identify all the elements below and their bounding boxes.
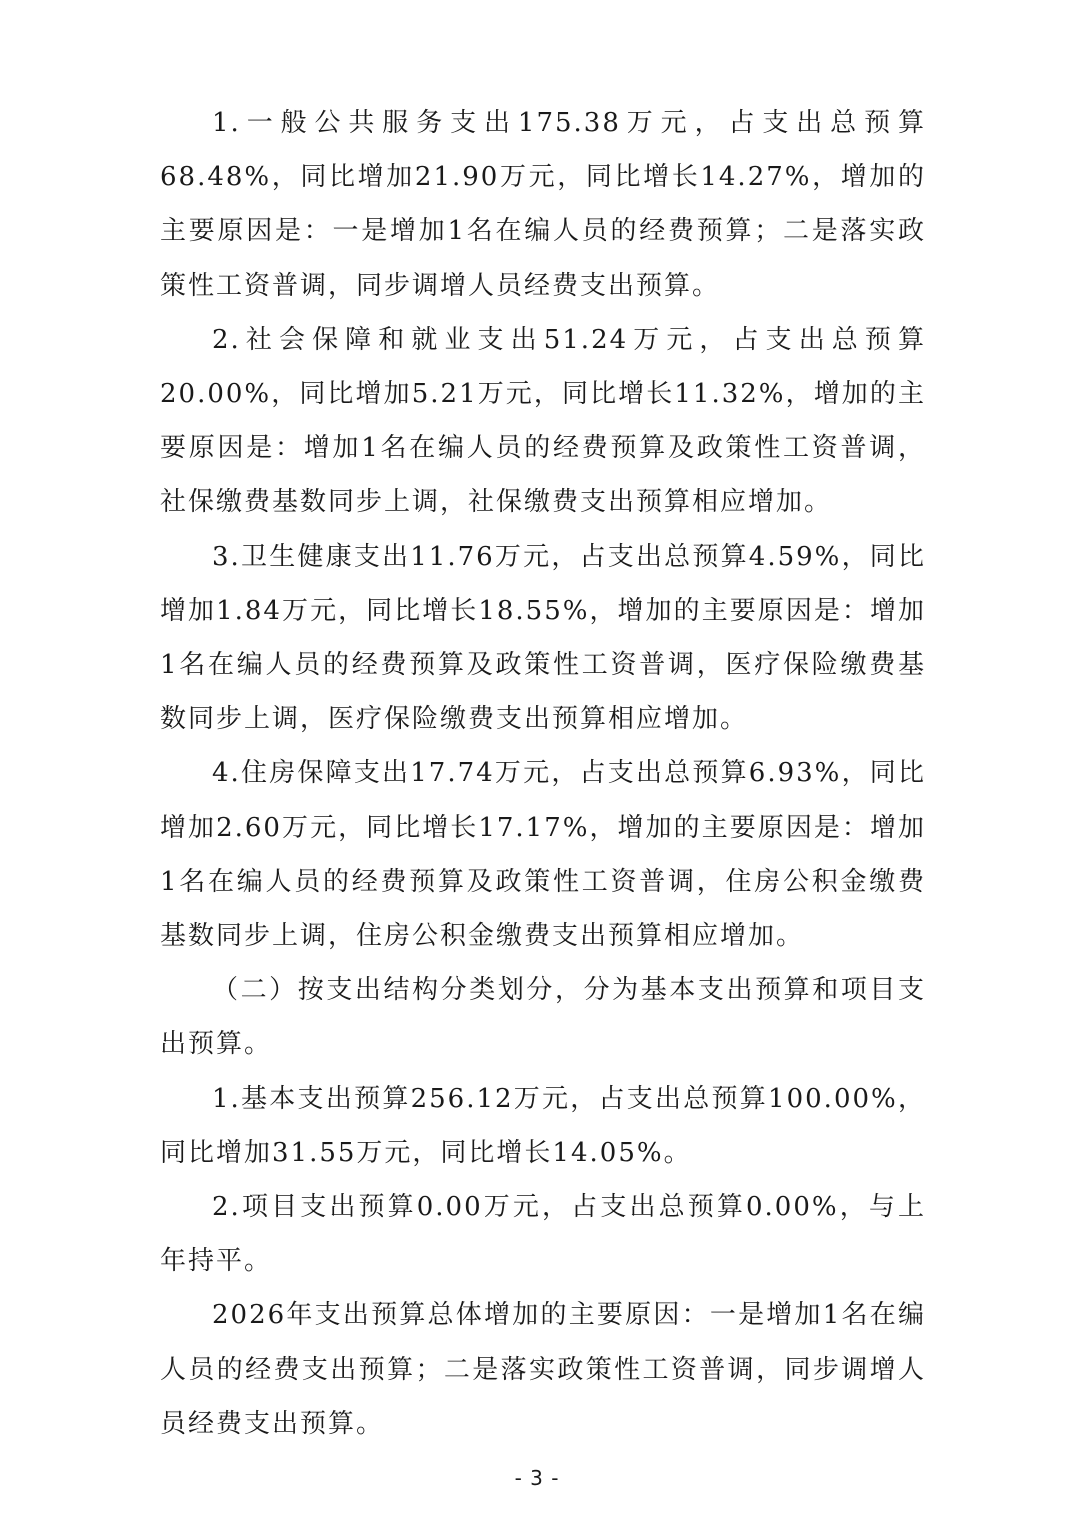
paragraph-health: 3.卫生健康支出11.76万元，占支出总预算4.59%，同比增加1.84万元，同比增长18.55%，增加的主要原因是：增加1名在编人员的经费预算及政策性工资普调，医疗保险缴费基数同步上调，医疗保险缴费支出预算相应增加。	[160, 541, 926, 735]
paragraph-overall-reason: 2026年支出预算总体增加的主要原因：一是增加1名在编人员的经费支出预算；二是落实政策性工资普调，同步调增人员经费支出预算。	[160, 1300, 926, 1439]
page-number: - 3 -	[514, 1466, 560, 1490]
section-heading-expenditure-structure: （二）按支出结构分类划分，分为基本支出预算和项目支出预算。	[160, 975, 926, 1060]
paragraph-social-security: 2.社会保障和就业支出51.24万元，占支出总预算20.00%，同比增加5.21万元，同比增长11.32%，增加的主要原因是：增加1名在编人员的经费预算及政策性工资普调，社保缴费基数同步上调，社保缴费支出预算相应增加。	[160, 324, 926, 518]
paragraph-housing: 4.住房保障支出17.74万元，占支出总预算6.93%，同比增加2.60万元，同比增长17.17%，增加的主要原因是：增加1名在编人员的经费预算及政策性工资普调，住房公积金缴费基数同步上调，住房公积金缴费支出预算相应增加。	[160, 758, 926, 952]
paragraph-project-expenditure: 2.项目支出预算0.00万元，占支出总预算0.00%，与上年持平。	[160, 1192, 926, 1277]
paragraph-basic-expenditure: 1.基本支出预算256.12万元，占支出总预算100.00%，同比增加31.55万元，同比增长14.05%。	[160, 1083, 926, 1168]
document-body	[160, 96, 926, 1451]
paragraph-general-public-services: 1.一般公共服务支出175.38万元，占支出总预算68.48%，同比增加21.90万元，同比增长14.27%，增加的主要原因是：一是增加1名在编人员的经费预算；二是落实政策性工资普调，同步调增人员经费支出预算。	[160, 108, 926, 301]
